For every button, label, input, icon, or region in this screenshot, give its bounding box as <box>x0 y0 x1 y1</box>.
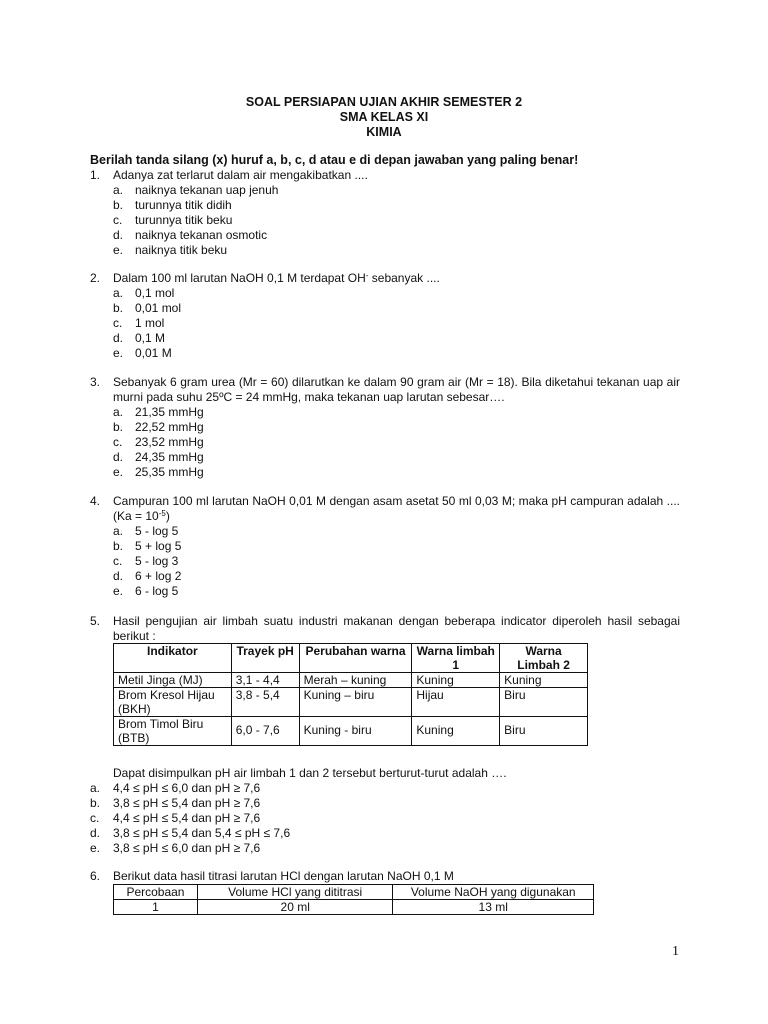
question-text: Adanya zat terlarut dalam air mengakibatkan .... <box>113 168 368 182</box>
indicator-table <box>113 643 588 746</box>
question-4 <box>90 494 680 599</box>
question-text: Sebanyak 6 gram urea (Mr = 60) dilarutkan ke dalam 90 gram air (Mr = 18). Bila diketahui tekanan uap air murni pada suhu 25ºC = 24 mmHg, maka tekanan uap larutan sebesar…. <box>113 375 680 404</box>
table-header-cell: Perubahan warna <box>299 644 412 673</box>
option-a[interactable]: a. 4,4 ≤ pH ≤ 6,0 dan pH ≥ 7,6 <box>90 781 261 795</box>
table-row <box>114 688 588 717</box>
option-d[interactable]: d. 6 + log 2 <box>113 569 182 583</box>
question-1 <box>90 168 680 258</box>
table-cell: Brom Kresol Hijau (BKH) <box>114 688 232 717</box>
option-e[interactable]: e. 3,8 ≤ pH ≤ 6,0 dan pH ≥ 7,6 <box>90 841 261 855</box>
option-d[interactable]: d. 0,1 M <box>113 331 166 345</box>
option-c[interactable]: c. 4,4 ≤ pH ≤ 5,4 dan pH ≥ 7,6 <box>90 811 261 825</box>
option-e[interactable]: e. 0,01 M <box>113 346 172 360</box>
table-cell: Hijau <box>412 688 500 717</box>
option-d[interactable]: d. 24,35 mmHg <box>113 450 204 464</box>
table-cell: Biru <box>500 688 588 717</box>
table-header-cell: Trayek pH <box>231 644 299 673</box>
title-line-1: SOAL PERSIAPAN UJIAN AKHIR SEMESTER 2 <box>245 95 523 109</box>
table-row <box>114 900 594 915</box>
question-number: 6. <box>90 869 101 883</box>
question-number: 1. <box>90 168 101 182</box>
title-line-3: KIMIA <box>366 125 402 139</box>
table-header-cell: Percobaan <box>114 885 198 900</box>
table-header-row <box>114 644 588 673</box>
question-2 <box>90 271 680 361</box>
option-b[interactable]: b. 22,52 mmHg <box>113 420 204 434</box>
table-header-cell: Indikator <box>114 644 232 673</box>
question-number: 2. <box>90 271 101 285</box>
table-cell: 20 ml <box>197 900 393 915</box>
table-cell: Merah – kuning <box>299 673 412 688</box>
question-text: Hasil pengujian air limbah suatu industri makanan dengan beberapa indicator diperoleh hasil sebagai berikut : <box>113 614 680 643</box>
table-cell: 3,1 - 4,4 <box>231 673 299 688</box>
table-cell: Metil Jinga (MJ) <box>114 673 232 688</box>
table-cell: Biru <box>500 717 588 746</box>
option-c[interactable]: c. 1 mol <box>113 316 165 330</box>
option-c[interactable]: c. 5 - log 3 <box>113 554 179 568</box>
option-c[interactable]: c. 23,52 mmHg <box>113 435 204 449</box>
table-header-cell: Volume NaOH yang digunakan <box>393 885 594 900</box>
question-3 <box>90 375 680 480</box>
table-row <box>114 717 588 746</box>
question-text: Berikut data hasil titrasi larutan HCl dengan larutan NaOH 0,1 M <box>113 869 454 883</box>
table-cell: Kuning – biru <box>299 688 412 717</box>
titration-table <box>113 884 594 915</box>
option-d[interactable]: d. 3,8 ≤ pH ≤ 5,4 dan 5,4 ≤ pH ≤ 7,6 <box>90 826 291 840</box>
table-cell: 1 <box>114 900 198 915</box>
question-number: 4. <box>90 494 101 508</box>
option-e[interactable]: e. 6 - log 5 <box>113 584 179 598</box>
table-header-cell: Warna limbah 1 <box>412 644 500 673</box>
option-c[interactable]: c. turunnya titik beku <box>113 213 233 227</box>
option-b[interactable]: b. 0,01 mol <box>113 301 182 315</box>
table-cell: Brom Timol Biru (BTB) <box>114 717 232 746</box>
instruction: Berilah tanda silang (x) huruf a, b, c, d atau e di depan jawaban yang paling benar! <box>90 153 579 167</box>
table-cell: 6,0 - 7,6 <box>231 717 299 746</box>
option-e[interactable]: e. naiknya titik beku <box>113 243 228 257</box>
option-a[interactable]: a. 21,35 mmHg <box>113 405 204 419</box>
option-a[interactable]: a. naiknya tekanan uap jenuh <box>113 183 279 197</box>
table-header-cell: Volume HCl yang dititrasi <box>197 885 393 900</box>
table-cell: 13 ml <box>393 900 594 915</box>
option-d[interactable]: d. naiknya tekanan osmotic <box>113 228 268 242</box>
page-number: 1 <box>672 944 679 959</box>
conclusion-text: Dapat disimpulkan pH air limbah 1 dan 2 tersebut berturut-turut adalah …. <box>113 766 507 780</box>
option-a[interactable]: a. 5 - log 5 <box>113 524 179 538</box>
question-text: Campuran 100 ml larutan NaOH 0,01 M dengan asam asetat 50 ml 0,03 M; maka pH campuran adalah .... $(Ka = 10^{-5})$ <box>113 494 680 523</box>
option-b[interactable]: b. turunnya titik didih <box>113 198 232 212</box>
table-cell: Kuning - biru <box>299 717 412 746</box>
table-cell: Kuning <box>500 673 588 688</box>
table-row <box>114 673 588 688</box>
table-header-row <box>114 885 594 900</box>
question-5-options <box>90 766 680 856</box>
option-e[interactable]: e. 25,35 mmHg <box>113 465 204 479</box>
table-cell: Kuning <box>412 673 500 688</box>
option-b[interactable]: b. 3,8 ≤ pH ≤ 5,4 dan pH ≥ 7,6 <box>90 796 261 810</box>
question-text: Dalam 100 ml larutan NaOH 0,1 M terdapat OH- sebanyak .... <box>113 271 440 285</box>
option-b[interactable]: b. 5 + log 5 <box>113 539 182 553</box>
table-header-cell: Warna Limbah 2 <box>500 644 588 673</box>
question-6 <box>90 869 680 884</box>
table-cell: 3,8 - 5,4 <box>231 688 299 717</box>
title-line-2: SMA KELAS XI <box>339 110 429 124</box>
question-number: 3. <box>90 375 101 389</box>
question-5 <box>90 614 680 644</box>
question-number: 5. <box>90 614 101 628</box>
option-a[interactable]: a. 0,1 mol <box>113 286 175 300</box>
table-cell: Kuning <box>412 717 500 746</box>
